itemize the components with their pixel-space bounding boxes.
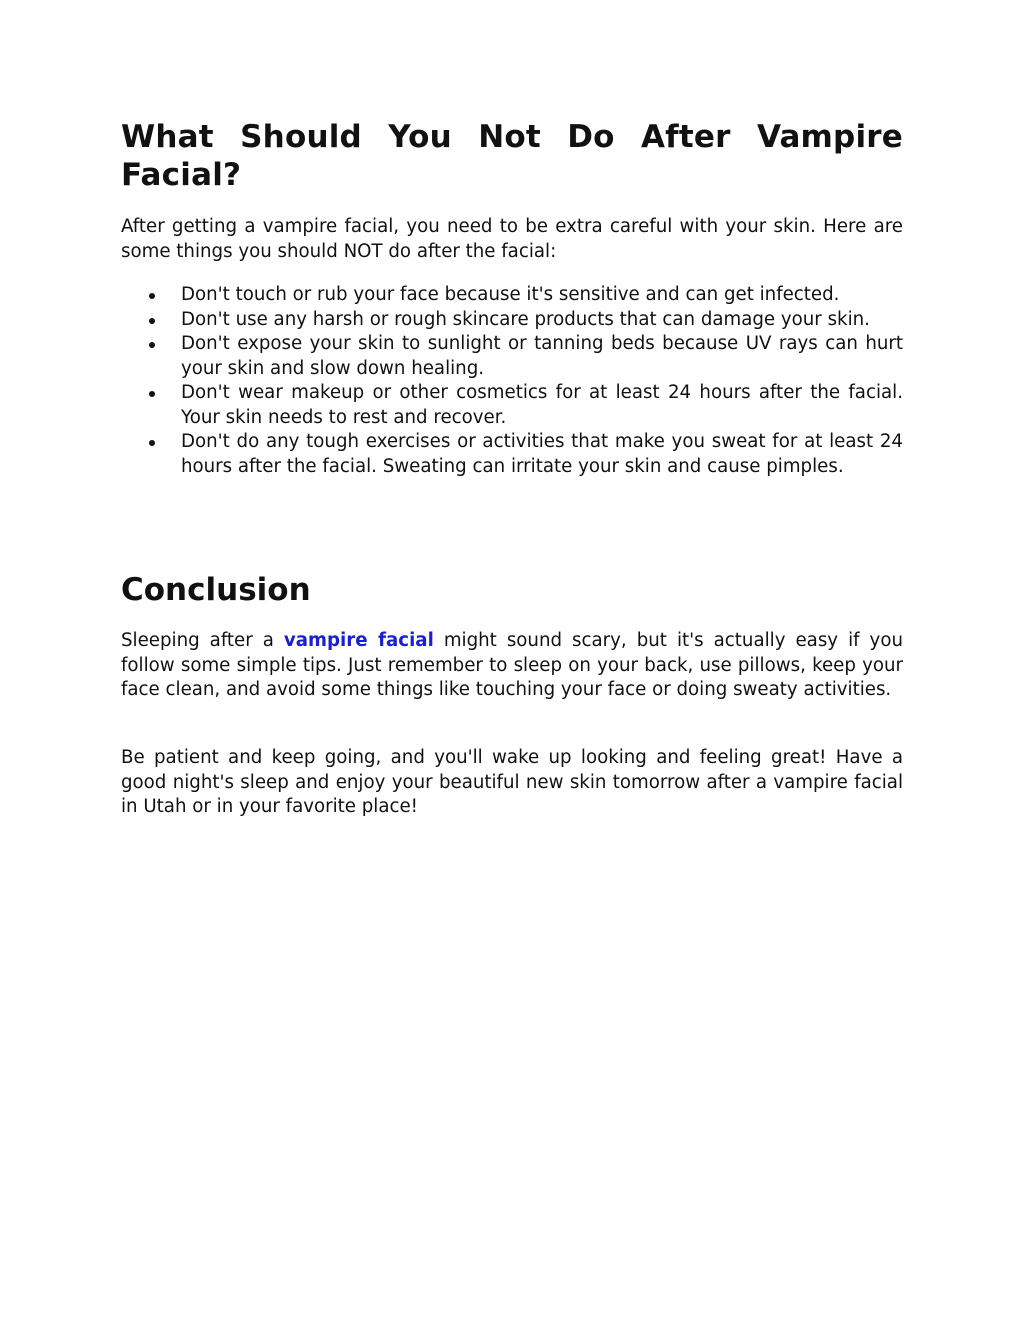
dont-list [121,283,903,479]
list-item-text: Don't expose your skin to sunlight or tanning beds because UV rays can hurt your skin and slow down healing. [181,333,903,379]
list-item [121,283,903,308]
section-heading-what-not-to-do: What Should You Not Do After Vampire Facial? [121,119,903,193]
list-item-text: Don't do any tough exercises or activities that make you sweat for at least 24 hours after the facial. Sweating can irritate your skin and cause pimples. [181,431,903,477]
list-item [121,381,903,430]
intro-paragraph: After getting a vampire facial, you need to be extra careful with your skin. Here are some things you should NOT do after the facial: [121,216,903,262]
list-item [121,332,903,381]
conclusion-paragraph-2: Be patient and keep going, and you'll wake up looking and feeling great! Have a good night's sleep and enjoy your beautiful new skin tomorrow after a vampire facial in Utah or in your favorite place! [121,747,903,817]
conclusion-heading: Conclusion [121,572,311,608]
list-item [121,430,903,479]
conclusion-paragraph-1 [121,629,903,703]
list-item-text: Don't wear makeup or other cosmetics for at least 24 hours after the facial. Your skin needs to rest and recover. [181,382,903,428]
bullet-icon [149,318,155,324]
vampire-facial-link[interactable]: vampire facial [283,630,434,651]
bullet-icon [149,391,155,397]
paragraph-text-before-link: Sleeping after a [121,630,284,651]
bullet-icon [149,342,155,348]
list-item [121,308,903,333]
list-item-text: Don't use any harsh or rough skincare products that can damage your skin. [181,308,870,330]
bullet-icon [149,440,155,446]
bullet-icon [149,293,155,299]
paragraph-text-after-link: might sound scary, but it's actually easy if you follow some simple tips. Just remember to sleep on your back, use pillows, keep your face clean, and avoid some things like touching your face or doing sweaty activities. [121,630,903,700]
list-item-text: Don't touch or rub your face because it's sensitive and can get infected. [181,284,840,305]
